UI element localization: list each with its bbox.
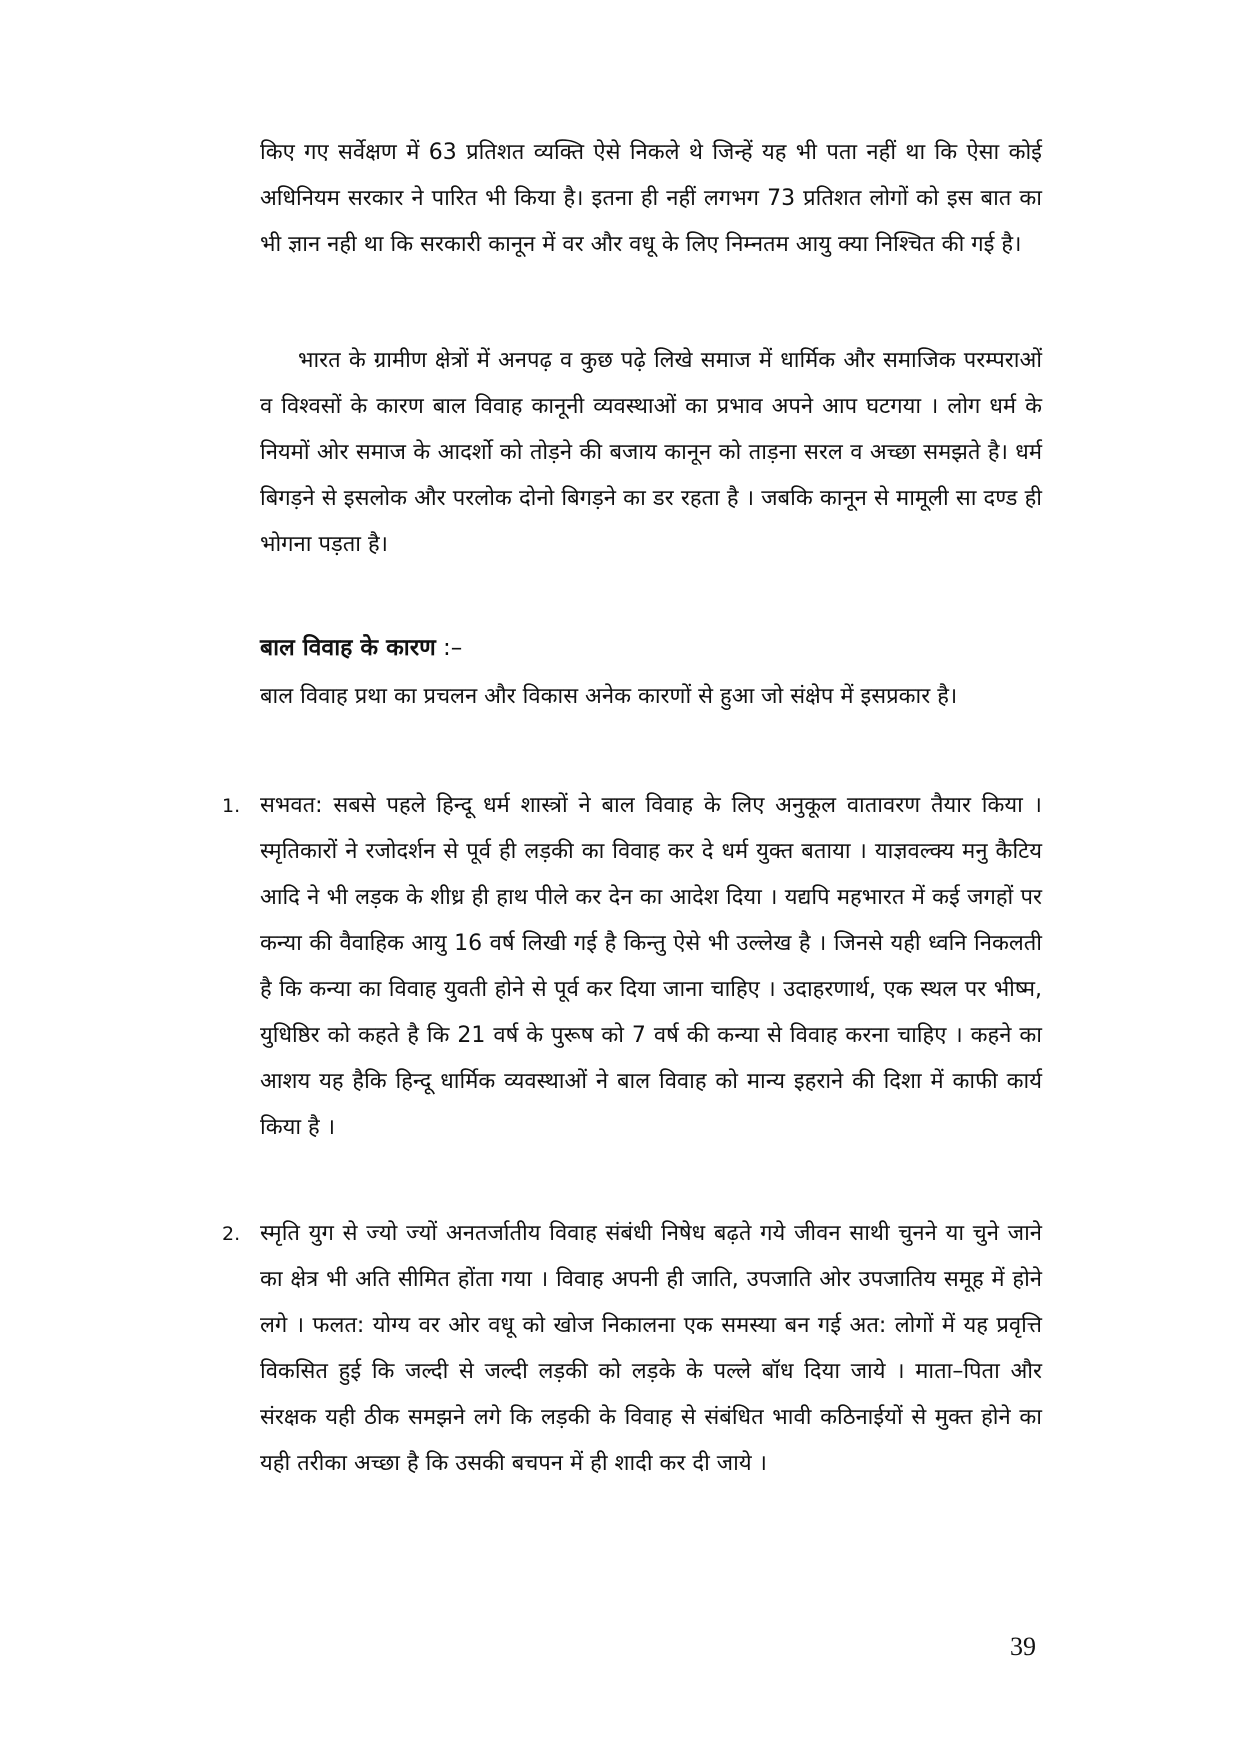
- paragraph-rural-india: भारत के ग्रामीण क्षेत्रों में अनपढ़ व कुछ पढ़े लिखे समाज में धार्मिक और समाजिक परम्पराओं व विश्वसों के कारण बाल विवाह कानूनी व्यवस्थाओं का प्रभाव अपने आप घटगया । लोग धर्म के नियमों ओर समाज के आदर्शो को तोड़ने की बजाय कानून को ताड़ना सरल व अच्छा समझते है। धर्म बिगड़ने से इसलोक और परलोक दोनो बिगड़ने का डर रहता है । जबकि कानून से मामूली सा दण्ड ही भोगना पड़ता है।: [260, 348, 1042, 557]
- section-intro: बाल विवाह प्रथा का प्रचलन और विकास अनेक कारणों से हुआ जो संक्षेप में इसप्रकार है।: [260, 684, 958, 709]
- list-item-number: 2.: [222, 1223, 241, 1245]
- section-heading-suffix: :–: [435, 635, 463, 661]
- list-item-number: 1.: [222, 795, 241, 817]
- list-item-text: सभवत: सबसे पहले हिन्दू धर्म शास्त्रों ने बाल विवाह के लिए अनुकूल वातावरण तैयार किया । स्मृतिकारों ने रजोदर्शन से पूर्व ही लड़की का विवाह कर दे धर्म युक्त बताया । याज्ञवल्क्य मनु कैटिय आदि ने भी लड़क के शीध्र ही हाथ पीले कर देन का आदेश दिया । यद्यपि महभारत में कई जगहों पर कन्या की वैवाहिक आयु 16 वर्ष लिखी गई है किन्तु ऐसे भी उल्लेख है । जिनसे यही ध्वनि निकलती है कि कन्या का विवाह युवती होने से पूर्व कर दिया जाना चाहिए । उदाहरणार्थ, एक स्थल पर भीष्म, युधिष्ठिर को कहते है कि 21 वर्ष के पुरूष को 7 वर्ष की कन्या से विवाह करना चाहिए । कहने का आशय यह हैकि हिन्दू धार्मिक व्यवस्थाओं ने बाल विवाह को मान्य इहराने की दिशा में काफी कार्य किया है ।: [260, 793, 1042, 1140]
- section-heading: [260, 625, 462, 671]
- list-item-text: स्मृति युग से ज्यो ज्यों अनतर्जातीय विवाह संबंधी निषेध बढ़ते गये जीवन साथी चुनने या चुने जाने का क्षेत्र भी अति सीमित होंता गया । विवाह अपनी ही जाति, उपजाति ओर उपजातिय समूह में होने लगे । फलत: योग्य वर ओर वधू को खोज निकालना एक समस्या बन गई अत: लोगों में यह प्रवृत्ति विकसित हुई कि जल्दी से जल्दी लड़की को लड़के के पल्ले बॉध दिया जाये । माता–पिता और संरक्षक यही ठीक समझने लगे कि लड़की के विवाह से संबंधित भावी कठिनाईयों से मुक्त होने का यही तरीका अच्छा है कि उसकी बचपन में ही शादी कर दी जाये ।: [260, 1221, 1042, 1476]
- paragraph-survey: किए गए सर्वेक्षण में 63 प्रतिशत व्यक्ति ऐसे निकले थे जिन्हें यह भी पता नहीं था कि ऐसा कोई अधिनियम सरकार ने पारित भी किया है। इतना ही नहीं लगभग 73 प्रतिशत लोगों को इस बात का भी ज्ञान नही था कि सरकारी कानून में वर और वधू के लिए निम्नतम आयु क्या निश्चित की गई है।: [260, 140, 1042, 257]
- page-number: 39: [1010, 1632, 1036, 1661]
- section-heading-text: बाल विवाह के कारण: [260, 635, 436, 661]
